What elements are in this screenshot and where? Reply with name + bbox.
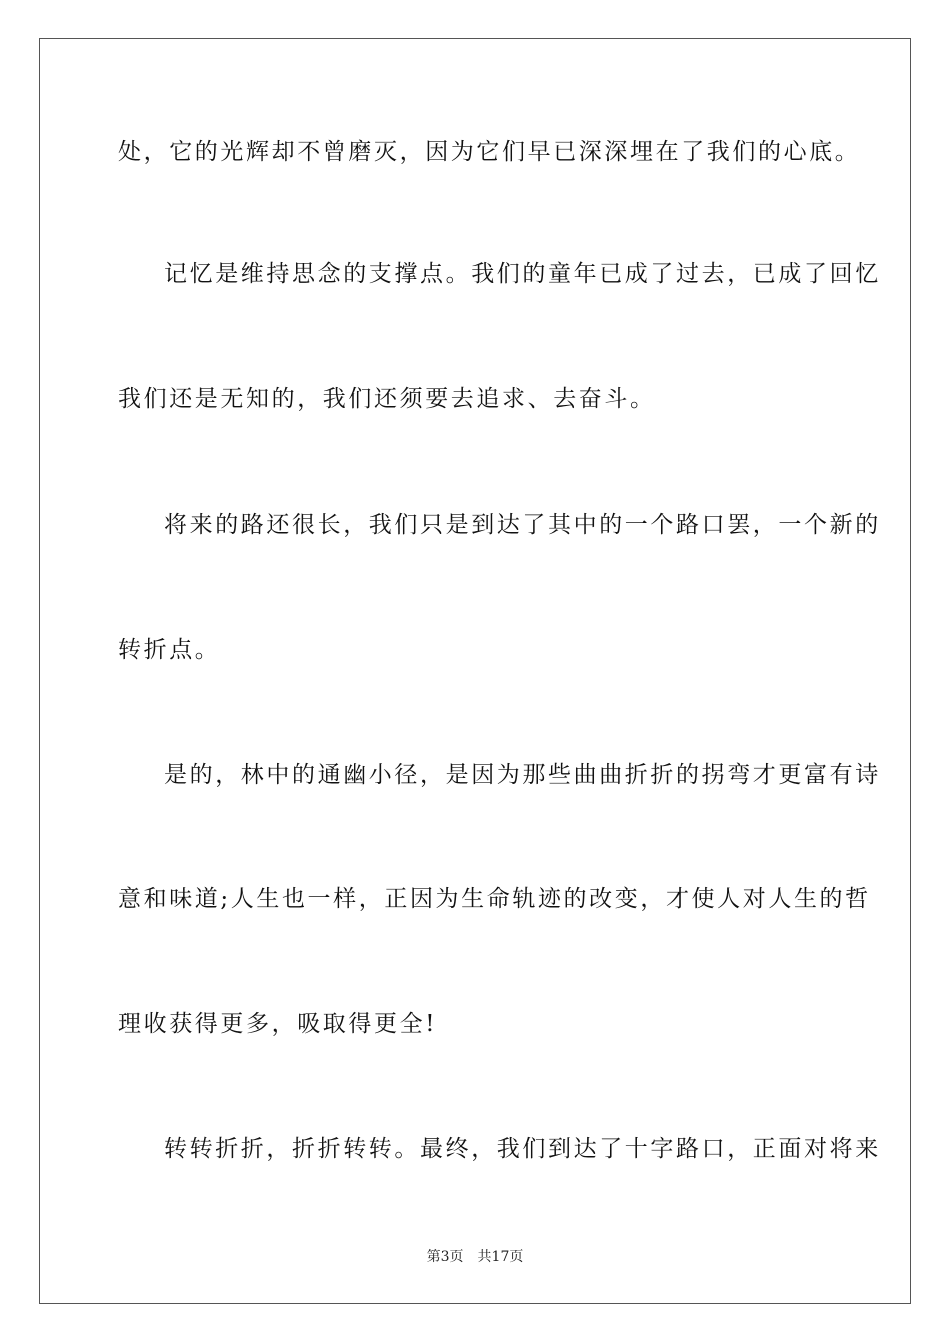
- text-line-8: 理收获得更多，吸取得更全!: [118, 1011, 438, 1037]
- page-number: 第3页: [426, 1249, 464, 1265]
- paragraph-start-line-4: 将来的路还很长，我们只是到达了其中的一个路口罢，一个新的: [164, 512, 881, 538]
- paragraph-start-line-9: 转转折折，折折转转。最终，我们到达了十字路口，正面对将来: [164, 1136, 881, 1162]
- text-line-1: 处，它的光辉却不曾磨灭，因为它们早已深深埋在了我们的心底。: [118, 139, 861, 165]
- text-line-5: 转折点。: [118, 637, 221, 663]
- page-total: 共17页: [477, 1249, 524, 1265]
- page-frame: [39, 38, 911, 1304]
- text-line-7: 意和味道;人生也一样，正因为生命轨迹的改变，才使人对人生的哲: [118, 886, 871, 912]
- paragraph-start-line-2: 记忆是维持思念的支撑点。我们的童年已成了过去，已成了回忆: [164, 261, 881, 287]
- paragraph-start-line-6: 是的，林中的通幽小径，是因为那些曲曲折折的拐弯才更富有诗: [164, 762, 881, 788]
- page-footer: [0, 1248, 950, 1266]
- text-line-3: 我们还是无知的，我们还须要去追求、去奋斗。: [118, 386, 656, 412]
